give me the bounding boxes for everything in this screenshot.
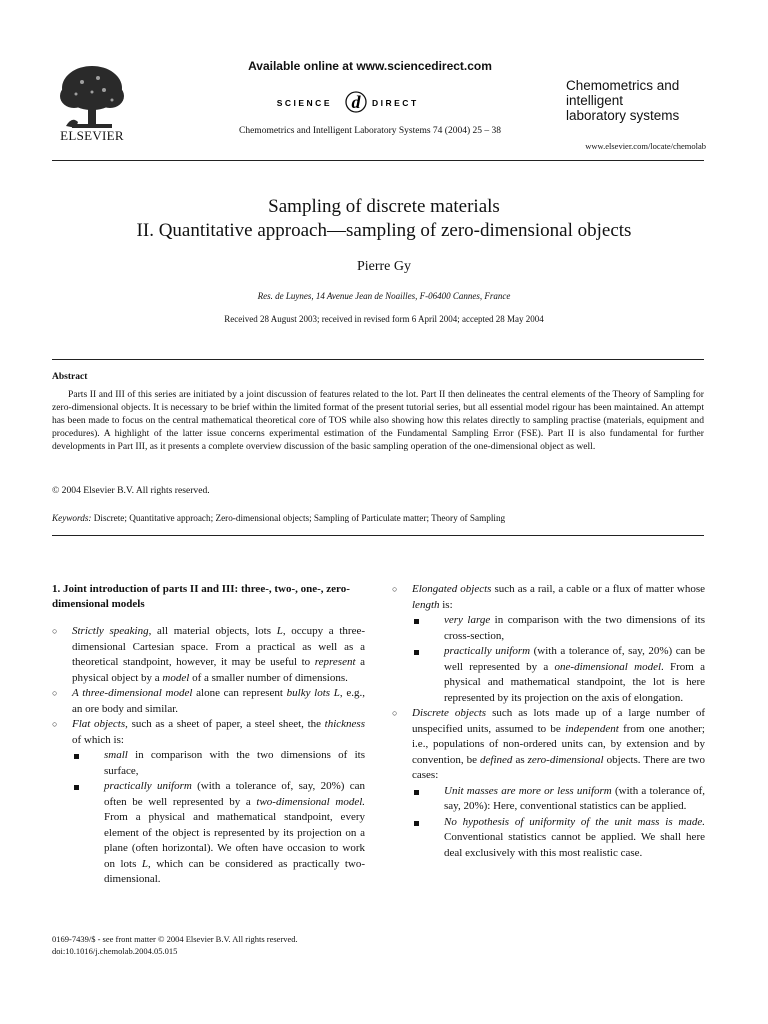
hollow-bullet: ○ [392,584,398,594]
sub-list-item: very large in comparison with the two dimensions of its cross-section, [392,613,705,644]
left-column [52,582,365,888]
sub-list-item: practically uniform (with a tolerance of, say, 20%) can often be well represented by a two-dimensional model. From a physical and mathematical standpoint, every element of the object is represented by its projection on a plane (often horizontal). We often have occasion to work on lots L, which can be considered as practically two-dimensional. [52,779,365,888]
abstract-copyright: © 2004 Elsevier B.V. All rights reserved. [52,485,210,496]
square-bullet [414,650,419,655]
header-divider [52,160,704,161]
section-heading: 1. Joint introduction of parts II and III: three-, two-, one-, zero-dimensional models [52,583,350,610]
sub-list-item: No hypothesis of uniformity of the unit mass is made. Conventional statistics cannot be applied. We shall here deal exclusively with this most realistic case. [392,815,705,862]
journal-name [566,78,726,123]
abstract-bottom-divider [52,535,704,536]
keywords-list: Discrete; Quantitative approach; Zero-dimensional objects; Sampling of Particulate matter; Theory of Sampling [93,513,506,523]
hollow-bullet: ○ [52,626,58,636]
sub-list-item: Unit masses are more or less uniform (with a tolerance of, say, 20%): Here, conventional statistics can be applied. [392,784,705,815]
square-bullet [414,619,419,624]
hollow-bullet: ○ [52,719,58,729]
list-item: ○ A three-dimensional model alone can represent bulky lots L, e.g., an ore body and similar. [52,687,365,715]
square-bullet [74,785,79,790]
author-name: Pierre Gy [356,259,412,274]
sub-list-item: practically uniform (with a tolerance of, say, 20%) can be well represented by a one-dimensional model. From a physical and mathematical standpoint, the lot is here represented by its projection on the axis of elongation. [392,644,705,706]
journal-name-line: laboratory systems [566,108,680,123]
journal-citation: Chemometrics and Intelligent Laboratory Systems 74 (2004) 25 – 38 [239,126,501,136]
square-bullet [414,821,419,826]
available-online-text[interactable]: Available online at www.sciencedirect.com [248,59,492,73]
publisher-name: ELSEVIER [60,128,124,143]
abstract-heading: Abstract [52,372,88,382]
hollow-bullet: ○ [52,688,58,698]
issn-line: 0169-7439/$ - see front matter © 2004 Elsevier B.V. All rights reserved. [52,934,298,944]
article-title-line1: Sampling of discrete materials [268,196,500,217]
list-item: ○ Discrete objects such as lots made up of a large number of unspecified units, assumed to be independent from one another; i.e., populations of non-ordered units can, by extension and by convention, be defined as zero-dimensional objects. There are two cases: [392,707,705,781]
svg-text:d: d [351,92,361,112]
journal-name-line: Chemometrics and [566,78,680,93]
received-dates: Received 28 August 2003; received in revised form 6 April 2004; accepted 28 May 2004 [224,314,544,324]
list-item: ○ Strictly speaking, all material objects, lots L, occupy a three-dimensional Cartesian space. From a practical as well as a theoretical standpoint, however, it may be useful to represent a physical object by a model of a smaller number of dimensions. [52,625,366,684]
square-bullet [74,754,79,759]
author-affiliation: Res. de Luynes, 14 Avenue Jean de Noailles, F-06400 Cannes, France [257,291,511,301]
footer [52,933,298,957]
sd-right-text: DIRECT [372,98,419,108]
abstract-top-divider [52,359,704,360]
sciencedirect-logo [276,88,456,114]
journal-url-link[interactable]: www.elsevier.com/locate/chemolab [585,141,706,151]
list-item: ○ Flat objects, such as a sheet of paper, a steel sheet, the thickness of which is: [52,718,365,746]
article-title-line2: II. Quantitative approach—sampling of zero-dimensional objects [136,220,632,241]
sd-left-text: SCIENCE [276,98,332,108]
list-item: ○ Elongated objects such as a rail, a cable or a flux of matter whose length is: [392,583,705,611]
sub-list-item: small in comparison with the two dimensions of its surface, [52,748,365,779]
keywords-label: Keywords: [52,513,92,523]
doi-line[interactable]: doi:10.1016/j.chemolab.2004.05.015 [52,946,178,956]
keywords [52,513,704,523]
hollow-bullet: ○ [392,708,398,718]
abstract-body: Parts II and III of this series are initiated by a joint discussion of features related to the lot. Part II then delineates the central elements of the Theory of Sampling for zero-dimensional objects. It is necessary to be brief within the limited format of the present tutorial series, but all essential model rigour has been maintained. An attempt has been made to focus on the central mathematical theoretical core of TOS while also showing how this relates directly to sampling practise (materials, equipment and procedures). A highlight of the latter issue concerns experimental estimation of the Fundamental Sampling Error (FSE). Part II is also fundamental for further developments in Part III, as it presents a complete overview discussion of the basic sampling operation of the one-dimensional object as well. [52,389,704,452]
square-bullet [414,790,419,795]
journal-name-line: intelligent [566,93,624,108]
right-column [392,582,705,861]
